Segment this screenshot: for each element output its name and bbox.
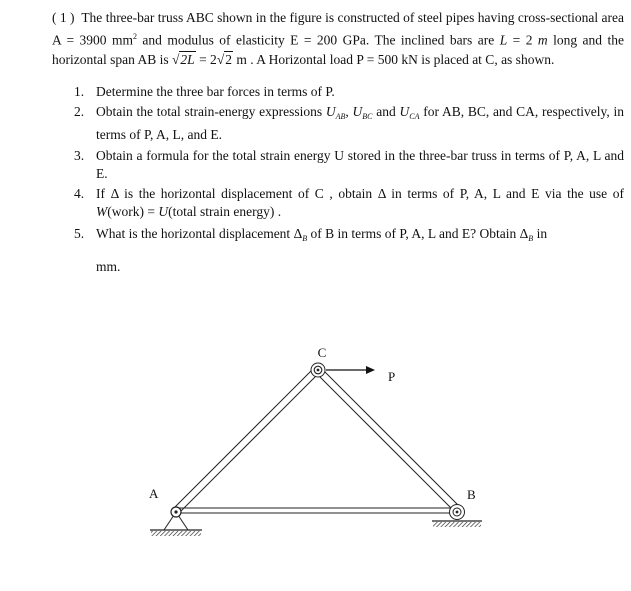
- pin-support-a: [150, 507, 202, 536]
- math-U: U: [352, 104, 363, 119]
- question-text: What is the horizontal displacement Δ: [96, 226, 303, 241]
- bar-ac: [175, 367, 320, 512]
- question-number: 3.: [74, 148, 85, 163]
- intro-text-6: m . A Horizontal load P = 500 kN is placed at C, as shown.: [232, 51, 555, 67]
- sqrt-symbol-2: √: [216, 51, 225, 67]
- comma: ,: [345, 104, 353, 119]
- load-arrow-p: [326, 366, 375, 374]
- sqrt-symbol-1: √: [172, 51, 180, 67]
- math-U: U: [399, 104, 410, 119]
- intro-text-4: long and the horizontal span AB is: [52, 32, 624, 67]
- question-text-continued: mm.: [96, 259, 121, 274]
- sqrt-argument-1: 2L: [180, 51, 195, 67]
- unit-m: m: [537, 32, 548, 48]
- intro-text-3: = 2: [507, 32, 538, 48]
- superscript-2: 2: [132, 32, 137, 41]
- subscript-ab: AB: [335, 112, 346, 121]
- subscript-ca: CA: [409, 112, 420, 121]
- question-text: of B in terms of P, A, L and E? Obtain Δ: [307, 226, 529, 241]
- subscript-B: B: [302, 234, 308, 243]
- math-W: W: [96, 204, 108, 219]
- label-a: A: [149, 486, 159, 501]
- math-U: U: [325, 104, 336, 119]
- question-number: 4.: [74, 186, 85, 201]
- question-text: Determine the three bar forces in terms of P.: [96, 84, 335, 99]
- label-b: B: [467, 487, 476, 502]
- question-text: in: [533, 226, 548, 241]
- label-p: P: [388, 369, 396, 384]
- question-text: for AB, BC, and CA, respectively, in terms of P, A, L, and E.: [96, 104, 624, 142]
- question-text: (total strain energy) .: [168, 204, 282, 219]
- question-text: (work) =: [107, 204, 159, 219]
- question-text: Obtain a formula for the total strain energy U stored in the three-bar truss in terms of P, A, L and E.: [96, 148, 624, 181]
- question-text: If Δ is the horizontal displacement of C , obtain Δ in terms of P, A, L and E via the use of: [96, 186, 624, 201]
- subscript-bc: BC: [362, 112, 373, 121]
- bar-cb: [315, 367, 459, 511]
- subscript-B: B: [528, 234, 534, 243]
- label-c: C: [317, 345, 327, 360]
- intro-text-5: = 2: [195, 51, 217, 67]
- math-U: U: [158, 204, 169, 219]
- pin-joint-c: [311, 363, 325, 377]
- question-text: Obtain the total strain-energy expressions: [96, 104, 326, 119]
- intro-text-1: The three-bar truss ABC shown in the figure is constructed of steel pipes having cross-sectional area A = 3900 mm: [52, 10, 624, 48]
- intro-text-2: and modulus of elasticity E = 200 GPa. The inclined bars are: [136, 32, 500, 48]
- conjunction: and: [372, 104, 400, 119]
- sqrt-argument-2: 2: [225, 51, 232, 67]
- problem-number: ( 1 ): [52, 10, 75, 25]
- question-number: 2.: [74, 104, 85, 119]
- question-number: 1.: [74, 84, 85, 99]
- var-L: L: [499, 32, 508, 48]
- question-number: 5.: [74, 226, 85, 241]
- bar-ab: [178, 508, 456, 513]
